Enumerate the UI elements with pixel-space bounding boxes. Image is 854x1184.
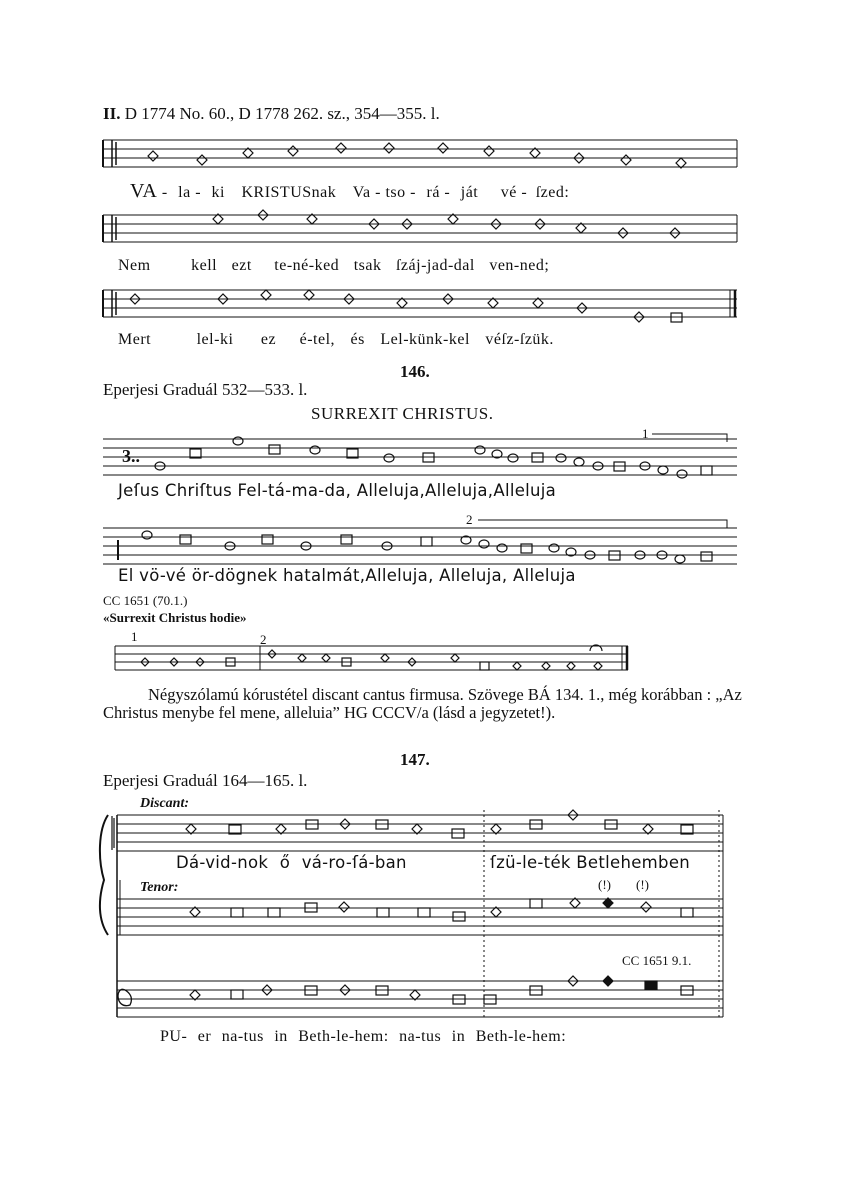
tenor-label: Tenor: xyxy=(140,880,179,895)
staff-II-2 xyxy=(103,215,737,242)
item-146-ref-2: «Surrexit Christus hodie» xyxy=(103,610,247,625)
syllable: la xyxy=(178,184,191,201)
syllable: ned; xyxy=(519,257,550,274)
incipit-mark-2: 2 xyxy=(260,632,267,647)
syllable: - xyxy=(161,184,168,201)
syllable: - xyxy=(214,331,220,348)
staff-147-latin xyxy=(117,981,723,1017)
syllable: - xyxy=(286,257,293,274)
syllable: Nem xyxy=(118,257,151,274)
section-II-header xyxy=(103,104,440,124)
syllable: ked xyxy=(314,257,340,274)
syllable: - xyxy=(308,257,315,274)
syllable: nak xyxy=(311,184,337,201)
lyric-II-1 xyxy=(130,180,569,203)
syllable: ſzük. xyxy=(519,331,554,348)
syllable: - xyxy=(410,184,416,201)
lyric-II-2 xyxy=(118,257,549,275)
syllable: ſzed: xyxy=(535,184,570,201)
lyric-146-2: El vö-vé ör-dögnek hatalmát,Alleluja, Alleluja, Alleluja xyxy=(118,566,576,585)
volta-2-label: 2 xyxy=(466,512,473,527)
syllable: tsak xyxy=(353,257,382,274)
syllable: tel, xyxy=(313,331,336,348)
volta-1-label: 1 xyxy=(642,426,649,441)
syllable: ez xyxy=(260,331,277,348)
syllable: ki xyxy=(219,331,234,348)
incipit-mark-1: 1 xyxy=(131,629,138,644)
lyric-II-3 xyxy=(118,331,554,349)
fict-mark-2: (!) xyxy=(636,877,649,892)
syllable: ven xyxy=(489,257,514,274)
syllable: KRISTUS xyxy=(241,184,312,201)
syllable: és xyxy=(350,331,365,348)
syllable: ját xyxy=(460,184,479,201)
lyric-147-la: PU- er na-tus in Beth-le-hem: na-tus in Beth-le-hem: xyxy=(160,1028,567,1045)
syllable: é xyxy=(299,331,308,348)
staff-146-incipit xyxy=(115,646,628,670)
discant-label: Discant: xyxy=(140,796,189,811)
section-II-label: II. xyxy=(103,104,121,123)
syllable: ki xyxy=(211,184,225,201)
syllable: -künk xyxy=(403,331,444,348)
time-signature: 3.. xyxy=(122,446,140,466)
syllable: - xyxy=(195,184,202,201)
syllable: VA xyxy=(130,180,158,202)
item-146-ref-1: CC 1651 (70.1.) xyxy=(103,593,188,608)
item-146-source: Eperjesi Graduál 532—533. l. xyxy=(103,380,308,399)
syllable: lel xyxy=(196,331,215,348)
syllable: Va xyxy=(352,184,371,201)
lyric-146-1: Jeſus Chriſtus Fel-tá-ma-da, Alleluja,Alleluja,Alleluja xyxy=(118,481,557,500)
item-147-source: Eperjesi Graduál 164—165. l. xyxy=(103,771,308,790)
staff-147-discant xyxy=(117,815,723,851)
item-147-ref: CC 1651 9.1. xyxy=(622,953,692,968)
syllable: - xyxy=(447,257,454,274)
syllable: né xyxy=(292,257,309,274)
item-146-title: SURREXIT CHRISTUS. xyxy=(311,404,494,423)
item-147-number: 147. xyxy=(400,750,430,769)
lyric-147-hu-1: Dá-vid-nok ő vá-ro-ſá-ban xyxy=(176,853,407,872)
staff-II-1 xyxy=(103,140,737,167)
syllable: ſzáj xyxy=(395,257,422,274)
syllable: -jad xyxy=(421,257,448,274)
syllable: tso xyxy=(385,184,406,201)
item-146-note: Négyszólamú kórustétel discant cantus firmusa. Szövege BÁ 134. 1., még korábban : „Az Christus menybe fel mene, alleluia” HG CCCV/a (lásd a jegyzetet!). xyxy=(103,685,742,722)
syllable: rá xyxy=(426,184,440,201)
lyric-147-hu-2: ſzü-le-ték Betlehemben xyxy=(490,853,691,872)
syllable: te xyxy=(274,257,287,274)
syllable: ezt xyxy=(231,257,252,274)
fict-mark-1: (!) xyxy=(598,877,611,892)
syllable: véſz xyxy=(485,331,515,348)
staff-II-3 xyxy=(103,290,737,317)
section-II-source: D 1774 No. 60., D 1778 262. sz., 354—355. l. xyxy=(124,104,440,123)
syllable: - xyxy=(514,331,520,348)
syllable: - xyxy=(513,257,520,274)
syllable: - xyxy=(307,331,314,348)
syllable: - xyxy=(444,184,451,201)
syllable: -kel xyxy=(443,331,470,348)
syllable: kell xyxy=(191,257,218,274)
syllable: Mert xyxy=(118,331,152,348)
syllable: vé xyxy=(500,184,517,201)
syllable: dal xyxy=(453,257,475,274)
syllable: - xyxy=(375,184,381,201)
syllable: Lel xyxy=(380,331,404,348)
item-146-number: 146. xyxy=(400,362,430,381)
syllable: - xyxy=(521,184,528,201)
